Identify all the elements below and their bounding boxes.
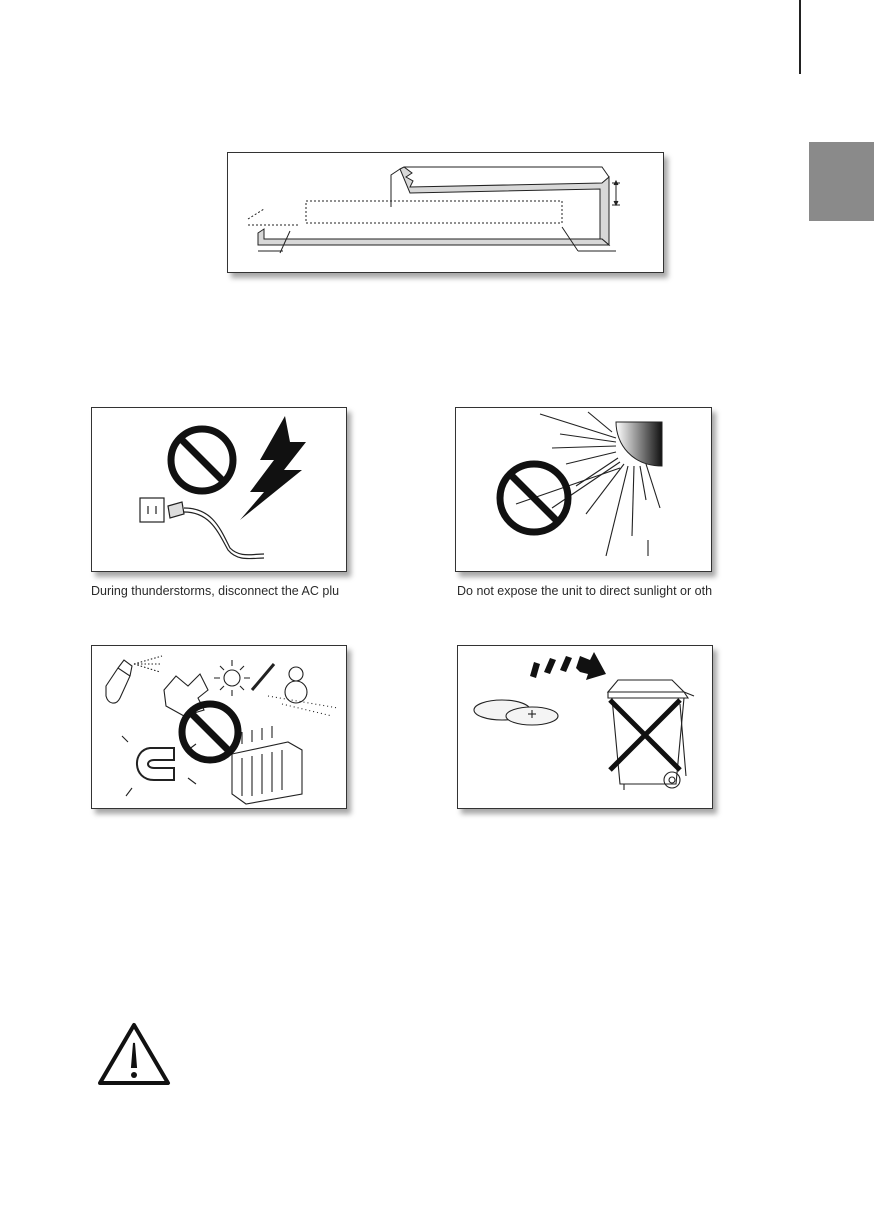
magnet-icon	[137, 748, 174, 780]
thunderstorm-illustration	[91, 407, 347, 572]
clearance-diagram	[227, 152, 664, 273]
section-tab	[809, 142, 874, 221]
warning-icon	[96, 1021, 172, 1087]
spray-can-icon	[106, 660, 132, 703]
arrow-icon	[530, 652, 606, 680]
trash-bin-icon	[608, 680, 694, 790]
cabinet-illustration	[228, 153, 663, 272]
caption-thunderstorm: During thunderstorms, disconnect the AC plu	[91, 584, 340, 598]
plant-icon	[164, 674, 208, 716]
sunlight-illustration	[455, 407, 712, 572]
battery-disposal-illustration	[457, 645, 713, 809]
cross-icon	[610, 700, 680, 770]
battery-icon	[474, 700, 558, 725]
lightning-icon	[240, 416, 306, 520]
header-rule	[799, 0, 801, 74]
prohibition-icon	[182, 704, 238, 760]
hazards-illustration	[91, 645, 347, 809]
plug-icon	[140, 498, 264, 559]
small-sun-icon	[214, 660, 250, 696]
prohibition-icon	[171, 429, 233, 491]
caption-sunlight: Do not expose the unit to direct sunlight or oth	[457, 584, 713, 598]
heater-icon	[232, 726, 302, 804]
sun-icon	[616, 422, 662, 466]
prohibition-icon	[500, 464, 568, 532]
snowman-icon	[285, 667, 307, 703]
